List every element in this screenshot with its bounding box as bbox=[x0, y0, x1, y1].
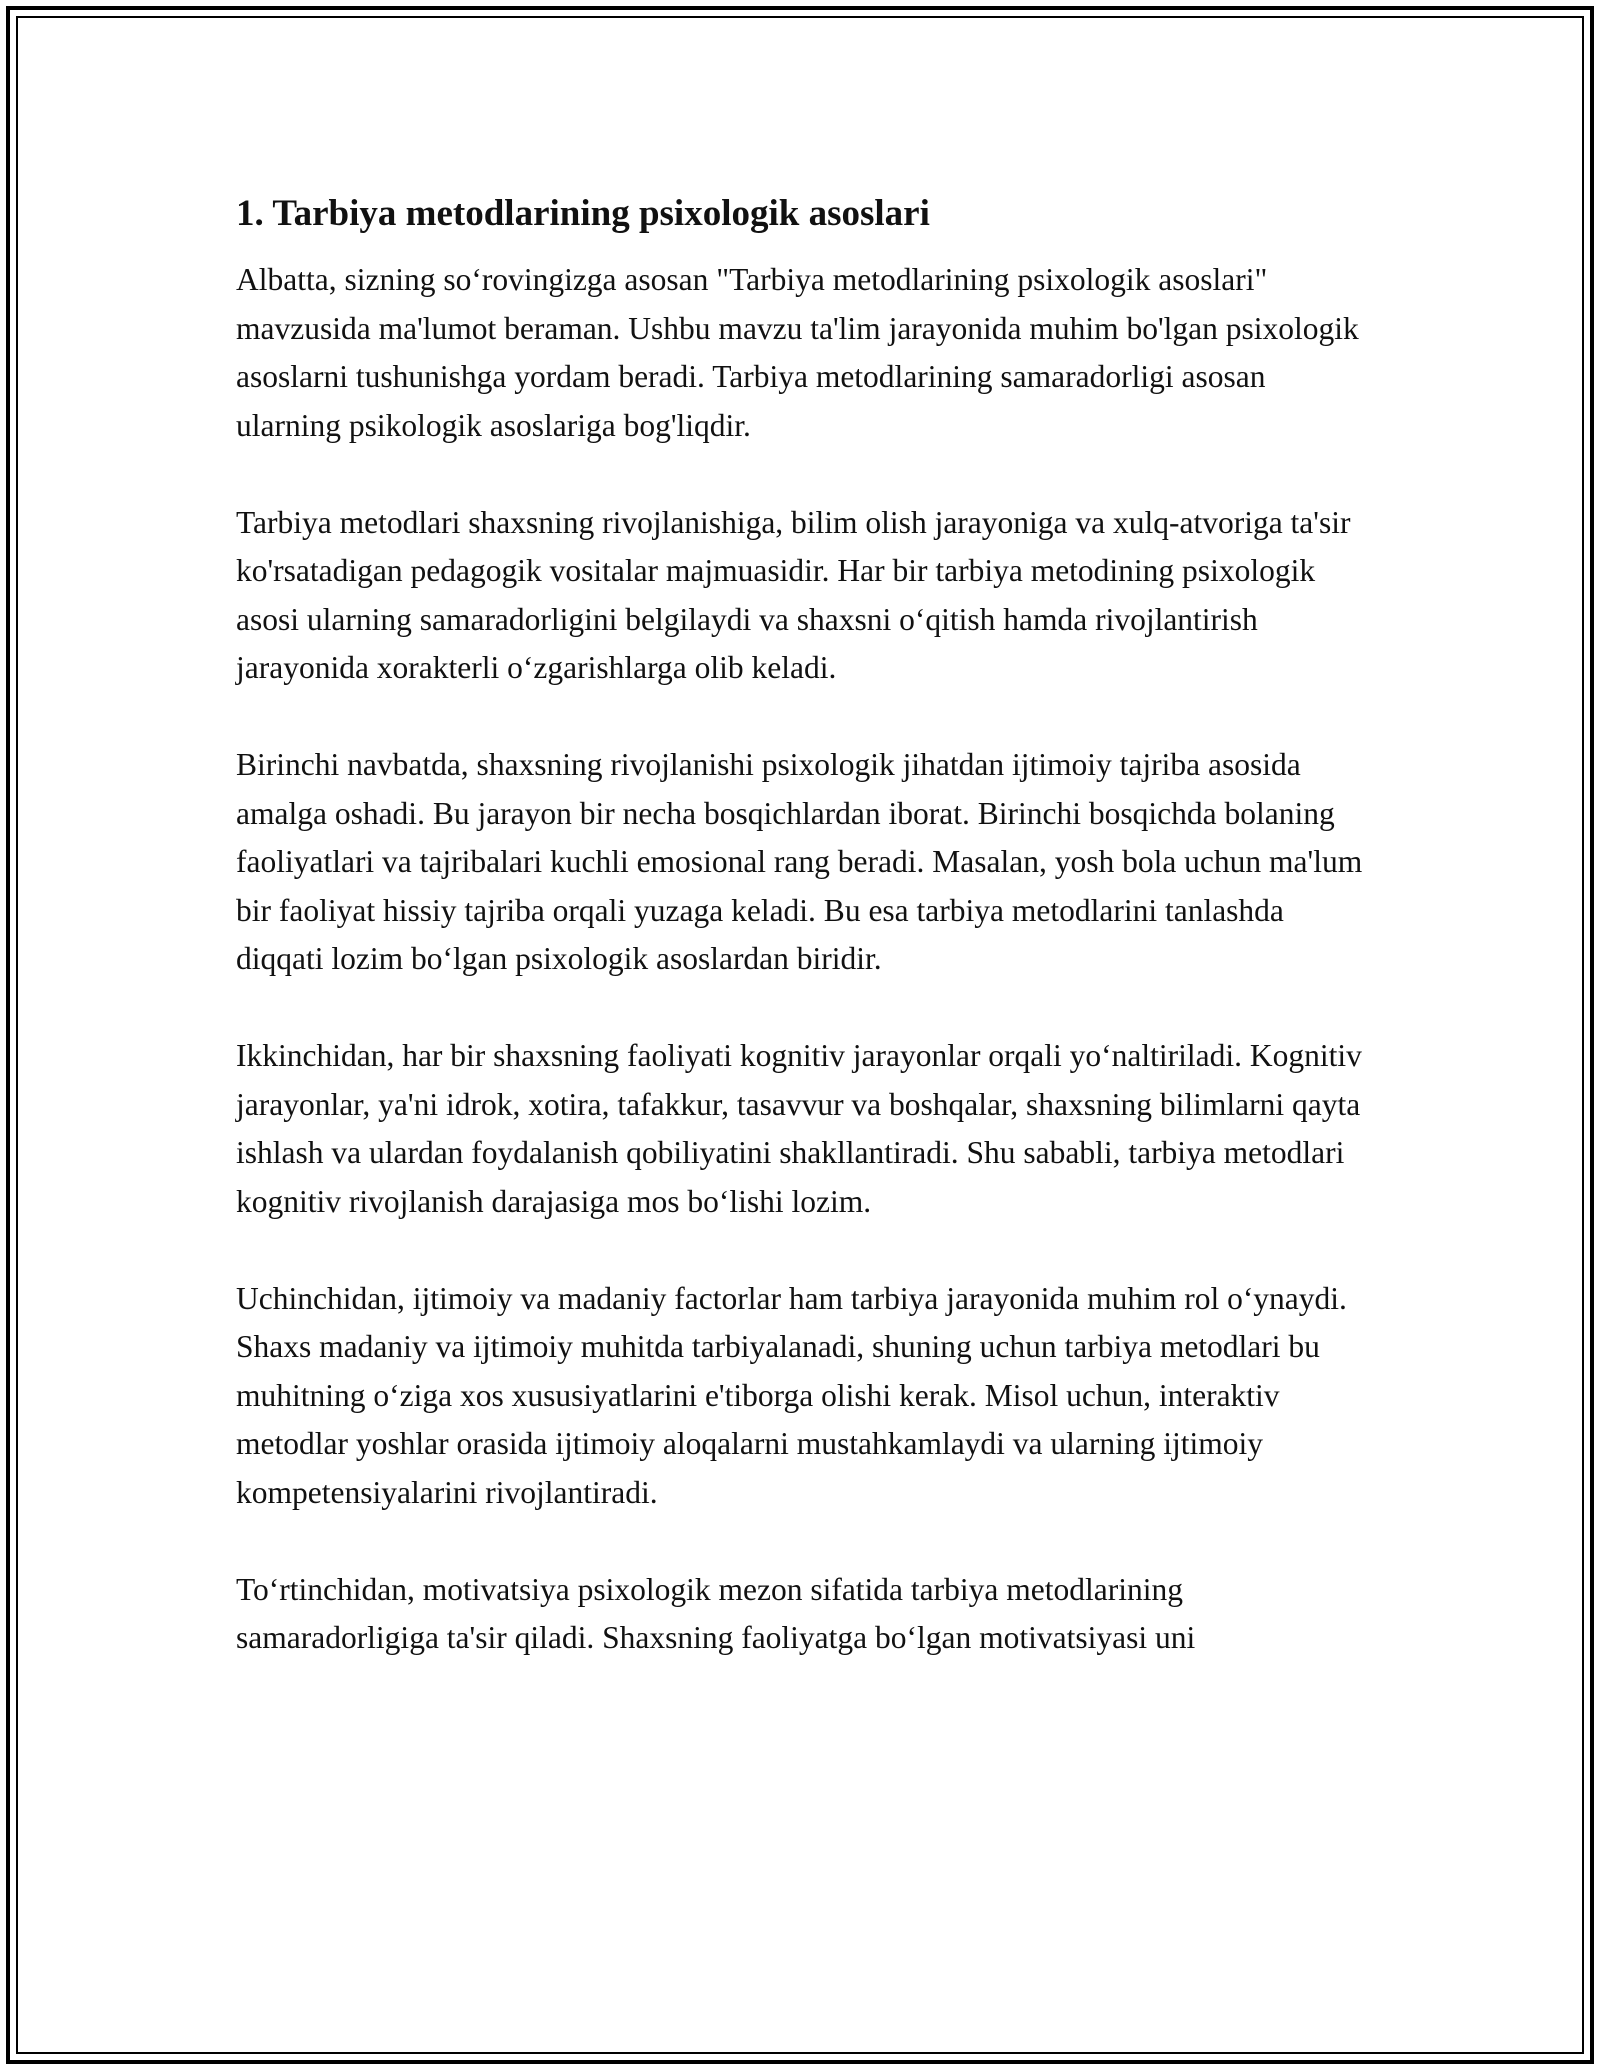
document-body bbox=[236, 184, 1376, 1711]
section-heading: 1. Tarbiya metodlarining psixologik asoslari bbox=[236, 193, 930, 234]
paragraph-4: Ikkinchidan, har bir shaxsning faoliyati kognitiv jarayonlar orqali yo‘naltiriladi. Kognitiv jarayonlar, ya'ni idrok, xotira, tafakkur, tasavvur va boshqalar, shaxsning bilimlarni qayta ishlash va ulardan foydalanish qobiliyatini shakllantiradi. Shu sababli, tarbiya metodlari kognitiv rivojlanish darajasiga mos bo‘lishi lozim. bbox=[236, 1038, 1362, 1219]
paragraph-3: Birinchi navbatda, shaxsning rivojlanishi psixologik jihatdan ijtimoiy tajriba asosida amalga oshadi. Bu jarayon bir necha bosqichlardan iborat. Birinchi bosqichda bolaning faoliyatlari va tajribalari kuchli emosional rang beradi. Masalan, yosh bola uchun ma'lum bir faoliyat hissiy tajriba orqali yuzaga keladi. Bu esa tarbiya metodlarini tanlashda diqqati lozim bo‘lgan psixologik asoslardan biridir. bbox=[236, 747, 1363, 976]
paragraph-2: Tarbiya metodlari shaxsning rivojlanishiga, bilim olish jarayoniga va xulq-atvoriga ta'sir ko'rsatadigan pedagogik vositalar majmuasidir. Har bir tarbiya metodining psixologik asosi ularning samaradorligini belgilaydi va shaxsni o‘qitish hamda rivojlantirish jarayonida xorakterli o‘zgarishlarga olib keladi. bbox=[236, 504, 1351, 685]
paragraph-5: Uchinchidan, ijtimoiy va madaniy factorlar ham tarbiya jarayonida muhim rol o‘ynaydi. Shaxs madaniy va ijtimoiy muhitda tarbiyalanadi, shuning uchun tarbiya metodlari bu muhitning o‘ziga xos xususiyatlarini e'tiborga olishi kerak. Misol uchun, interaktiv metodlar yoshlar orasida ijtimoiy aloqalarni mustahkamlaydi va ularning ijtimoiy kompetensiyalarini rivojlantiradi. bbox=[236, 1280, 1347, 1510]
paragraph-1: Albatta, sizning so‘rovingizga asosan "Tarbiya metodlarining psixologik asoslari" mavzusida ma'lumot beraman. Ushbu mavzu ta'lim jarayonida muhim bo'lgan psixologik asoslarni tushunishga yordam beradi. Tarbiya metodlarining samaradorligi asosan ularning psikologik asoslariga bog'liqdir. bbox=[236, 262, 1359, 443]
paragraph-6: To‘rtinchidan, motivatsiya psixologik mezon sifatida tarbiya metodlarining samaradorligiga ta'sir qiladi. Shaxsning faoliyatga bo‘lgan motivatsiyasi uni bbox=[236, 1571, 1196, 1655]
